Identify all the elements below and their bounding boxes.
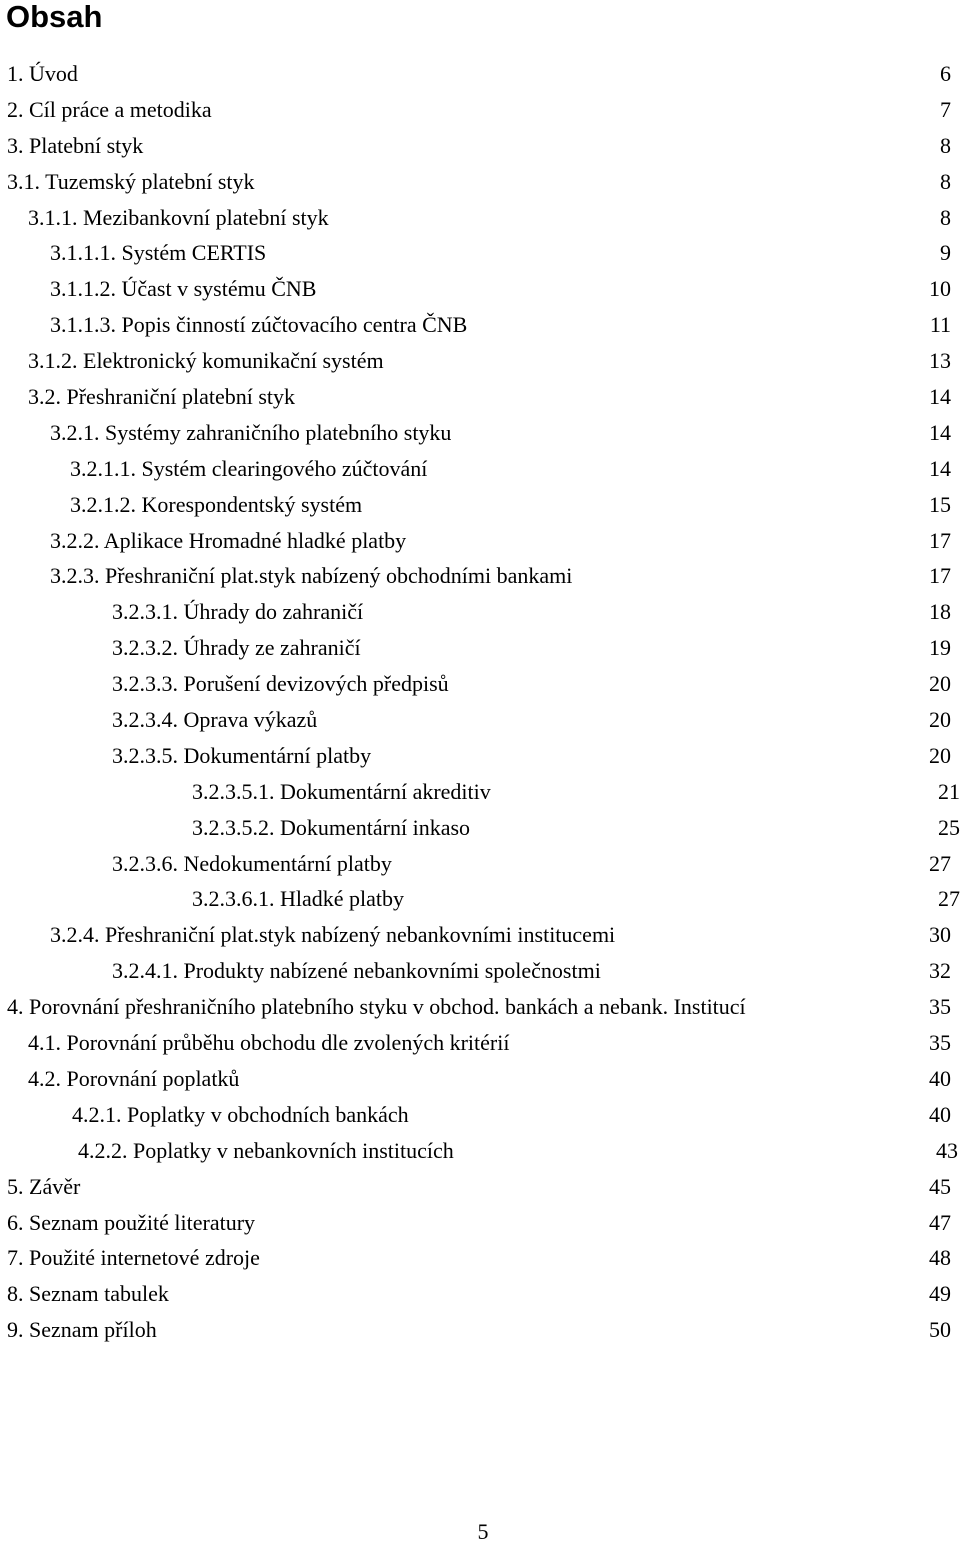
toc-entry[interactable] [0, 128, 960, 164]
toc-entry-page: 8 [940, 168, 951, 194]
table-of-contents [0, 56, 960, 1348]
toc-entry[interactable] [0, 666, 960, 702]
toc-entry-title: 3. Platební styk [7, 132, 144, 158]
toc-entry-page: 14 [929, 455, 951, 481]
toc-entry[interactable] [0, 1025, 960, 1061]
toc-entry-title: 4.2. Porovnání poplatků [28, 1065, 240, 1091]
toc-entry-title: 2. Cíl práce a metodika [7, 96, 212, 122]
toc-entry[interactable] [0, 1169, 960, 1205]
toc-entry[interactable] [0, 235, 960, 271]
toc-entry[interactable] [0, 1205, 960, 1241]
toc-entry-title: 4. Porovnání přeshraničního platebního styku v obchod. bankách a nebank. Institucí [7, 994, 746, 1020]
toc-entry[interactable] [0, 271, 960, 307]
toc-entry-page: 47 [929, 1209, 951, 1235]
toc-entry-title: 6. Seznam použité literatury [7, 1209, 256, 1235]
toc-entry-title: 4.1. Porovnání průběhu obchodu dle zvolených kritérií [28, 1030, 510, 1056]
toc-entry-page: 13 [929, 348, 951, 374]
toc-entry[interactable] [0, 774, 960, 810]
toc-entry[interactable] [0, 917, 960, 953]
toc-entry[interactable] [0, 451, 960, 487]
page-title: Obsah [6, 0, 103, 34]
toc-entry[interactable] [0, 523, 960, 559]
toc-entry-page: 43 [936, 1137, 958, 1163]
toc-entry-page: 35 [929, 994, 951, 1020]
toc-entry[interactable] [0, 846, 960, 882]
toc-entry[interactable] [0, 989, 960, 1025]
toc-entry-page: 27 [929, 850, 951, 876]
toc-entry-title: 4.2.1. Poplatky v obchodních bankách [72, 1101, 409, 1127]
toc-entry-title: 9. Seznam příloh [7, 1317, 157, 1343]
toc-entry-title: 3.1.1. Mezibankovní platební styk [28, 204, 329, 230]
toc-entry[interactable] [0, 1097, 960, 1133]
toc-entry[interactable] [0, 1061, 960, 1097]
toc-entry-title: 3.2.3.2. Úhrady ze zahraničí [112, 635, 361, 661]
toc-entry[interactable] [0, 881, 960, 917]
toc-entry-page: 20 [929, 707, 951, 733]
toc-entry-page: 27 [938, 886, 960, 912]
toc-entry-title: 3.1.1.1. Systém CERTIS [50, 240, 267, 266]
toc-entry[interactable] [0, 92, 960, 128]
toc-entry[interactable] [0, 487, 960, 523]
toc-entry[interactable] [0, 164, 960, 200]
toc-entry-page: 8 [940, 132, 951, 158]
toc-entry[interactable] [0, 702, 960, 738]
toc-entry[interactable] [0, 379, 960, 415]
toc-entry-page: 14 [929, 419, 951, 445]
toc-entry-page: 30 [929, 922, 951, 948]
toc-entry-title: 3.2. Přeshraniční platební styk [28, 384, 296, 410]
toc-entry-page: 17 [929, 527, 951, 553]
toc-entry[interactable] [0, 415, 960, 451]
toc-entry[interactable] [0, 200, 960, 236]
toc-entry-page: 40 [929, 1101, 951, 1127]
toc-entry[interactable] [0, 1240, 960, 1276]
toc-entry-title: 3.2.3.1. Úhrady do zahraničí [112, 599, 364, 625]
toc-entry-title: 3.2.1.2. Korespondentský systém [70, 491, 363, 517]
toc-entry[interactable] [0, 343, 960, 379]
toc-entry-page: 19 [929, 635, 951, 661]
toc-entry-page: 48 [929, 1245, 951, 1271]
toc-entry-page: 15 [929, 491, 951, 517]
toc-entry-title: 3.2.3.6.1. Hladké platby [192, 886, 405, 912]
toc-entry-title: 3.2.3.5.1. Dokumentární akreditiv [192, 778, 491, 804]
toc-entry-title: 3.2.1.1. Systém clearingového zúčtování [70, 455, 428, 481]
toc-entry-title: 3.1.1.2. Účast v systému ČNB [50, 276, 317, 302]
toc-entry-page: 35 [929, 1030, 951, 1056]
toc-entry[interactable] [0, 953, 960, 989]
toc-entry-title: 4.2.2. Poplatky v nebankovních institucích [78, 1137, 454, 1163]
toc-entry-page: 20 [929, 671, 951, 697]
toc-entry-title: 3.2.3.4. Oprava výkazů [112, 707, 318, 733]
toc-entry-page: 14 [929, 384, 951, 410]
toc-entry-title: 3.1. Tuzemský platební styk [7, 168, 255, 194]
toc-entry-title: 3.2.3.3. Porušení devizových předpisů [112, 671, 449, 697]
toc-entry-page: 32 [929, 958, 951, 984]
toc-entry-title: 3.2.4.1. Produkty nabízené nebankovními společnostmi [112, 958, 601, 984]
toc-entry-title: 3.2.3.5.2. Dokumentární inkaso [192, 814, 471, 840]
toc-entry-title: 3.2.1. Systémy zahraničního platebního styku [50, 419, 452, 445]
toc-entry-title: 7. Použité internetové zdroje [7, 1245, 260, 1271]
toc-entry-title: 3.2.2. Aplikace Hromadné hladké platby [50, 527, 407, 553]
toc-entry-title: 5. Závěr [7, 1173, 81, 1199]
toc-entry[interactable] [0, 594, 960, 630]
toc-entry[interactable] [0, 810, 960, 846]
toc-entry-page: 25 [938, 814, 960, 840]
toc-entry[interactable] [0, 307, 960, 343]
toc-entry-page: 21 [938, 778, 960, 804]
toc-entry[interactable] [0, 1276, 960, 1312]
toc-entry-title: 3.2.4. Přeshraniční plat.styk nabízený nebankovními institucemi [50, 922, 616, 948]
toc-entry-title: 3.2.3. Přeshraniční plat.styk nabízený obchodními bankami [50, 563, 573, 589]
toc-entry-page: 18 [929, 599, 951, 625]
toc-entry-title: 1. Úvod [7, 61, 78, 86]
toc-entry-page: 7 [940, 96, 951, 122]
toc-entry-title: 3.2.3.5. Dokumentární platby [112, 742, 372, 768]
toc-entry[interactable] [0, 630, 960, 666]
toc-entry-page: 49 [929, 1281, 951, 1307]
toc-entry-title: 3.2.3.6. Nedokumentární platby [112, 850, 392, 876]
toc-entry-title: 3.1.2. Elektronický komunikační systém [28, 348, 384, 374]
toc-entry-title: 8. Seznam tabulek [7, 1281, 169, 1307]
toc-entry-page: 10 [929, 276, 951, 302]
toc-entry-page: 40 [929, 1065, 951, 1091]
toc-entry-page: 11 [929, 312, 951, 338]
footer-page-number: 5 [477, 1519, 489, 1544]
toc-entry-title: 3.1.1.3. Popis činností zúčtovacího centra ČNB [50, 312, 468, 338]
toc-entry-page: 20 [929, 742, 951, 768]
toc-entry[interactable] [0, 1133, 960, 1169]
toc-entry-page: 6 [940, 61, 951, 86]
toc-entry-page: 45 [929, 1173, 951, 1199]
toc-entry[interactable] [0, 56, 960, 92]
toc-entry-page: 17 [929, 563, 951, 589]
toc-entry[interactable] [0, 558, 960, 594]
toc-entry[interactable] [0, 1312, 960, 1348]
toc-entry-page: 50 [929, 1317, 951, 1343]
toc-entry[interactable] [0, 738, 960, 774]
toc-entry-page: 8 [940, 204, 951, 230]
toc-entry-page: 9 [940, 240, 951, 266]
